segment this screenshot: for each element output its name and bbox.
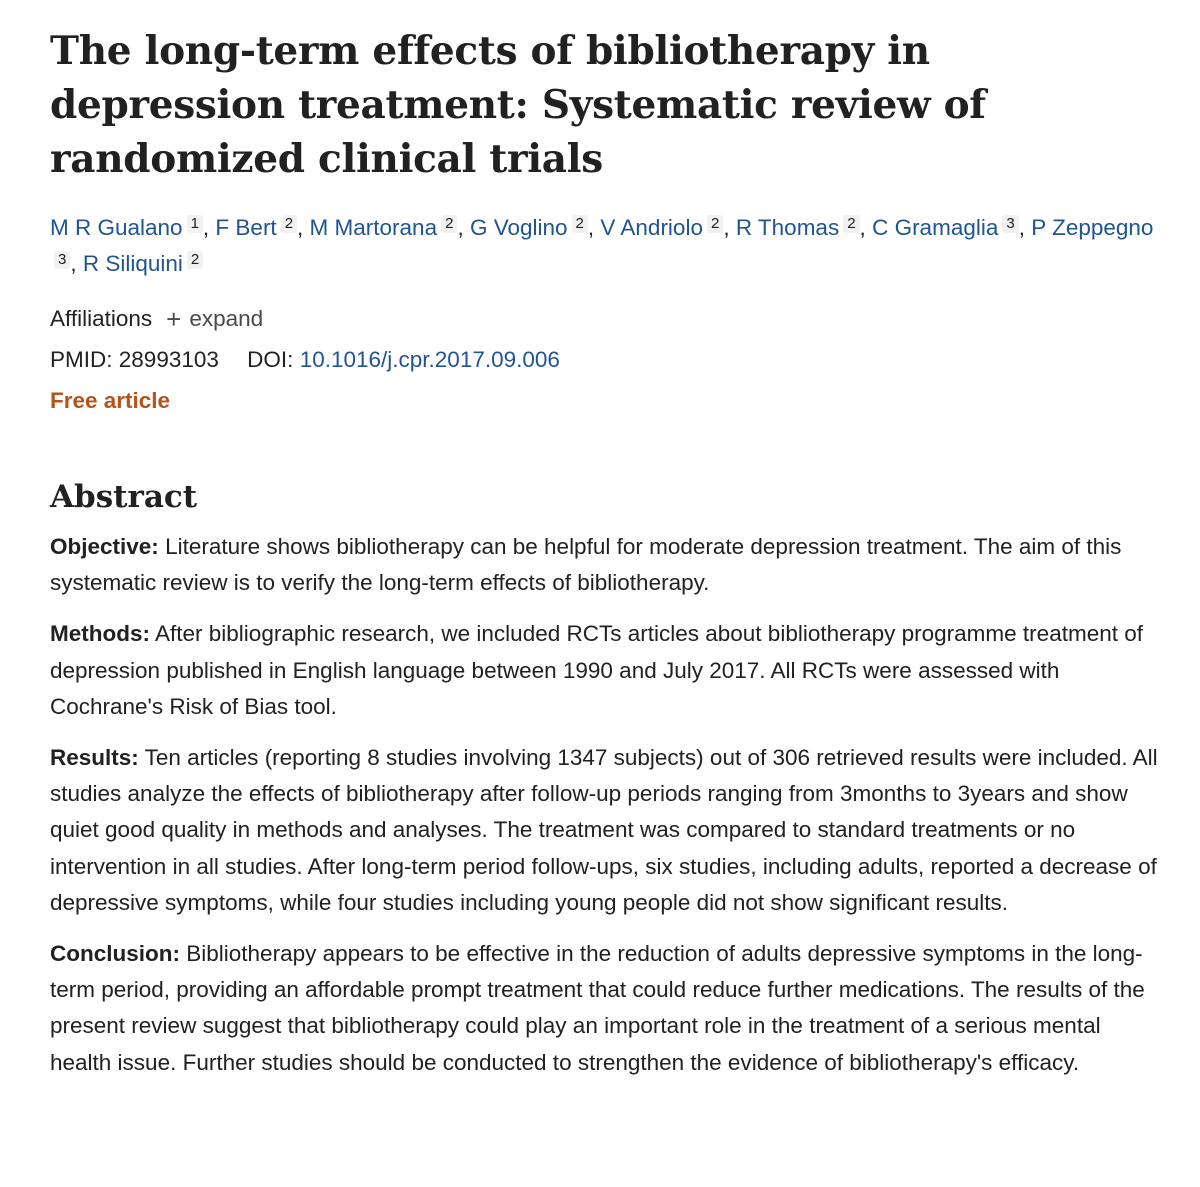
abstract-methods (50, 616, 1160, 725)
abstract-objective (50, 529, 1160, 601)
abstract-results (50, 740, 1160, 921)
pmid-value: 28993103 (118, 347, 219, 372)
authors-list: M R Gualano 1 , F Bert 2 , M Martorana 2 , G Voglino 2 , V Andriolo 2 , R Thomas 2 , C Gramaglia 3 , P Zeppegno3 , R Siliquini 2 (50, 215, 1154, 276)
author-link[interactable]: P Zeppegno (1031, 215, 1154, 240)
author-item (50, 215, 203, 240)
doi-link[interactable]: 10.1016/j.cpr.2017.09.006 (299, 347, 560, 372)
author-link[interactable]: V Andriolo (600, 215, 703, 240)
section-text: Ten articles (reporting 8 studies involving 1347 subjects) out of 306 retrieved results were included. All studies analyze the effects of bibliotherapy after follow-up periods ranging from 3months to 3years and show quiet good quality in methods and analyses. The treatment was compared to standard treatments or no intervention in all studies. After long-term period follow-ups, six studies, including adults, reported a decrease of depressive symptoms, while four studies including young people did not show significant results. (50, 745, 1158, 915)
section-text: Bibliotherapy appears to be effective in the reduction of adults depressive symptoms in the long-term period, providing an affordable prompt treatment that could reduce further medications. The results of the present review suggest that bibliotherapy could play an important role in the treatment of a serious mental health issue. Further studies should be conducted to strengthen the evidence of bibliotherapy's efficacy. (50, 941, 1145, 1075)
author-item (736, 215, 860, 240)
section-label: Results: (50, 745, 139, 771)
author-item (310, 215, 458, 240)
section-text: Literature shows bibliotherapy can be helpful for moderate depression treatment. The aim of this systematic review is to verify the long-term effects of bibliotherapy. (50, 534, 1122, 596)
author-link[interactable]: R Siliquini (82, 251, 183, 276)
article-meta (50, 298, 1160, 421)
affiliation-ref[interactable]: 3 (54, 251, 70, 269)
pmid-label: PMID: (50, 347, 113, 372)
author-link[interactable]: M R Gualano (50, 215, 183, 240)
article-page (50, 24, 1160, 1096)
section-label: Methods: (50, 621, 150, 647)
affiliation-ref[interactable]: 2 (843, 215, 859, 233)
article-title: The long-term effects of bibliotherapy in depression treatment: Systematic review of randomized clinical trials (50, 28, 986, 182)
author-item (872, 215, 1019, 240)
author-item (83, 251, 203, 276)
author-link[interactable]: C Gramaglia (872, 215, 999, 240)
affiliation-ref[interactable]: 3 (1002, 215, 1018, 233)
identifiers-row (50, 339, 1160, 380)
abstract-conclusion (50, 936, 1160, 1081)
author-item (215, 215, 297, 240)
expand-label: expand (189, 306, 264, 331)
free-article-badge: Free article (50, 388, 171, 413)
affiliations-label: Affiliations (50, 306, 153, 331)
affiliations-row (50, 298, 1160, 339)
affiliation-ref[interactable]: 2 (187, 251, 203, 269)
plus-icon: + (166, 303, 182, 334)
section-label: Objective: (50, 534, 159, 559)
affiliation-ref[interactable]: 2 (707, 215, 723, 233)
section-label: Conclusion: (50, 941, 180, 967)
expand-affiliations-button[interactable] (166, 298, 263, 339)
section-text: After bibliographic research, we included RCTs articles about bibliotherapy programme treatment of depression published in English language between 1990 and July 2017. All RCTs were assessed with Cochrane's Risk of Bias tool. (50, 621, 1143, 719)
abstract-heading: Abstract (50, 479, 198, 515)
doi-label: DOI: (247, 347, 294, 372)
author-link[interactable]: M Martorana (309, 215, 438, 240)
author-link[interactable]: G Voglino (469, 215, 568, 240)
author-item (470, 215, 588, 240)
affiliation-ref[interactable]: 2 (572, 215, 588, 233)
abstract-body (50, 529, 1160, 1081)
affiliation-ref[interactable]: 2 (281, 215, 297, 233)
author-item (600, 215, 723, 240)
affiliation-ref[interactable]: 1 (187, 215, 203, 233)
affiliation-ref[interactable]: 2 (441, 215, 457, 233)
author-link[interactable]: F Bert (215, 215, 277, 240)
author-link[interactable]: R Thomas (735, 215, 840, 240)
